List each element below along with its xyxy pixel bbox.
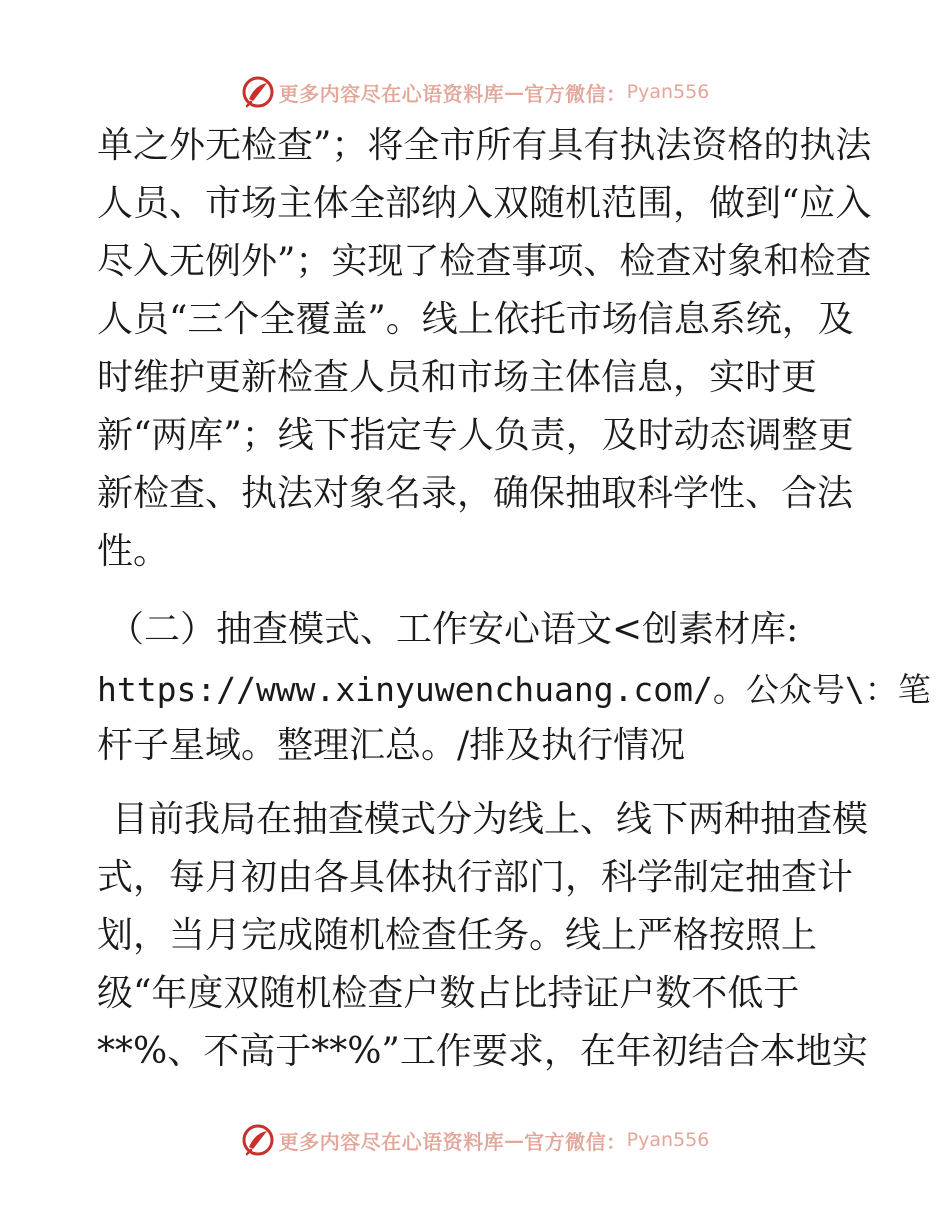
body-line: 新检查、执法对象名录，确保抽取科学性、合法	[97, 473, 854, 514]
watermark-separator: —	[504, 1128, 525, 1152]
paragraph-line: 目前我局在抽查模式分为线上、线下两种抽查模	[112, 799, 869, 840]
watermark-wechat-id: Pyan556	[626, 1129, 710, 1151]
brush-seal-icon	[241, 1123, 275, 1157]
footer-watermark	[0, 1120, 950, 1160]
body-line: 尽入无例外”；实现了检查事项、检查对象和检查	[97, 241, 872, 282]
body-line: 新“两库”；线下指定专人负责，及时动态调整更	[97, 415, 854, 456]
body-line: 式，每月初由各具体执行部门，科学制定抽查计	[97, 857, 854, 898]
header-watermark	[0, 72, 950, 112]
watermark-main-text: 更多内容尽在心语资料库	[278, 1129, 505, 1154]
url-line: https://www.xinyuwenchuang.com/。公众号\：笔	[97, 670, 931, 709]
body-line: **%、不高于**%”工作要求，在年初结合本地实	[97, 1031, 868, 1072]
body-line: 划，当月完成随机检查任务。线上严格按照上	[97, 915, 818, 956]
brush-seal-icon	[241, 75, 275, 109]
body-line: 性。	[97, 531, 170, 572]
body-line: 单之外无检查”；将全市所有具有执法资格的执法	[97, 125, 872, 166]
body-line: 时维护更新检查人员和市场主体信息，实时更	[97, 357, 818, 398]
body-line: 人员、市场主体全部纳入双随机范围，做到“应入	[97, 183, 872, 224]
watermark-official-label: 官方微信：	[524, 1129, 627, 1154]
watermark-separator: —	[504, 80, 525, 104]
watermark-official-label: 官方微信：	[524, 81, 627, 106]
body-line: 人员“三个全覆盖”。线上依托市场信息系统，及	[97, 299, 854, 340]
section-heading-line: （二）抽查模式、工作安心语文<创素材库:	[108, 609, 799, 650]
body-line: 级“年度双随机检查户数占比持证户数不低于	[97, 973, 800, 1014]
watermark-main-text: 更多内容尽在心语资料库	[278, 81, 505, 106]
watermark-wechat-id: Pyan556	[626, 81, 710, 103]
body-line: 杆子星域。整理汇总。/排及执行情况	[97, 725, 686, 766]
